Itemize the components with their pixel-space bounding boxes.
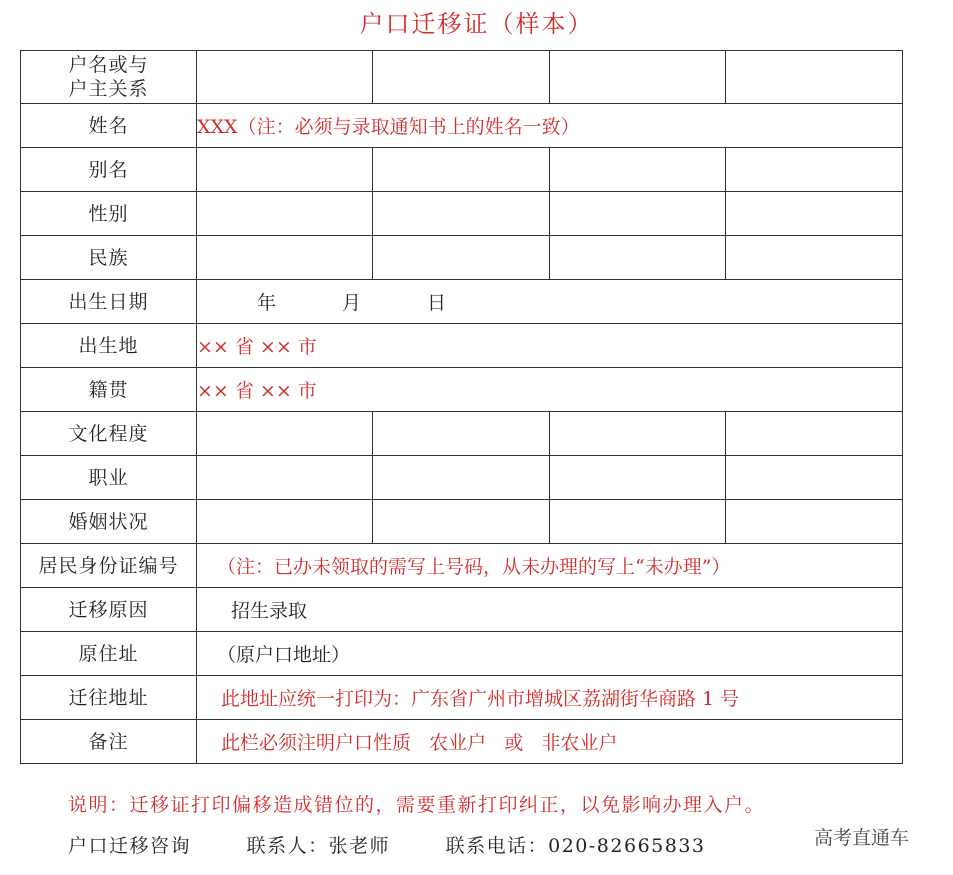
marital-label: 婚姻状况: [21, 500, 197, 544]
occupation-cell-2: [373, 456, 550, 500]
birth-month: 月: [342, 292, 362, 314]
birth-day: 日: [427, 292, 447, 314]
contact-person: 联系人：张老师: [246, 835, 391, 857]
relation-label-line2: 户主关系: [68, 78, 149, 100]
marital-cell-4: [726, 500, 903, 544]
table-row: [21, 632, 903, 676]
name-label: 姓名: [21, 104, 197, 148]
birthplace-value: ×× 省 ×× 市: [197, 324, 903, 368]
birth-date-value: [197, 280, 903, 324]
gender-cell-3: [550, 192, 726, 236]
relation-cell-4: [726, 51, 903, 104]
table-row: [21, 324, 903, 368]
marital-cell-2: [373, 500, 550, 544]
ethnicity-cell-2: [373, 236, 550, 280]
relation-cell-3: [550, 51, 726, 104]
new-address-label: 迁往地址: [21, 676, 197, 720]
alias-cell-4: [726, 148, 903, 192]
watermark: 高考直通车: [814, 827, 910, 849]
reason-value: 招生录取: [197, 588, 903, 632]
marital-cell-3: [550, 500, 726, 544]
consult-text: 户口迁移咨询: [68, 835, 192, 857]
relation-cell-1: [197, 51, 373, 104]
table-row: [21, 500, 903, 544]
occupation-cell-1: [197, 456, 373, 500]
table-row: [21, 148, 903, 192]
former-address-label: 原住址: [21, 632, 197, 676]
gender-cell-2: [373, 192, 550, 236]
education-cell-3: [550, 412, 726, 456]
name-value: XXX（注：必须与录取通知书上的姓名一致）: [197, 104, 903, 148]
table-row: [21, 280, 903, 324]
alias-label: 别名: [21, 148, 197, 192]
gender-cell-4: [726, 192, 903, 236]
reason-label: 迁移原因: [21, 588, 197, 632]
table-row: [21, 676, 903, 720]
table-row: [21, 368, 903, 412]
education-label: 文化程度: [21, 412, 197, 456]
contact-line: [68, 831, 754, 858]
ethnicity-cell-3: [550, 236, 726, 280]
former-address-value: （原户口地址）: [197, 632, 903, 676]
relation-label: [21, 51, 197, 104]
page-title: 户口迁移证（样本）: [359, 10, 594, 38]
native-place-label: 籍贯: [21, 368, 197, 412]
id-number-label: 居民身份证编号: [21, 544, 197, 588]
ethnicity-cell-1: [197, 236, 373, 280]
native-place-value: ×× 省 ×× 市: [197, 368, 903, 412]
education-cell-4: [726, 412, 903, 456]
occupation-cell-4: [726, 456, 903, 500]
education-cell-2: [373, 412, 550, 456]
footnote: 说明：迁移证打印偏移造成错位的，需要重新打印纠正，以免影响办理入户。: [68, 794, 766, 816]
birth-date-label: 出生日期: [21, 280, 197, 324]
table-row: [21, 412, 903, 456]
table-row: [21, 544, 903, 588]
occupation-label: 职业: [21, 456, 197, 500]
birth-year: 年: [257, 292, 277, 314]
new-address-value: 此地址应统一打印为：广东省广州市增城区荔湖街华商路 1 号: [197, 676, 903, 720]
migration-form-table: [20, 50, 903, 764]
occupation-cell-3: [550, 456, 726, 500]
remarks-label: 备注: [21, 720, 197, 764]
alias-cell-1: [197, 148, 373, 192]
table-row: [21, 456, 903, 500]
education-cell-1: [197, 412, 373, 456]
gender-label: 性别: [21, 192, 197, 236]
table-row: [21, 51, 903, 104]
marital-cell-1: [197, 500, 373, 544]
ethnicity-label: 民族: [21, 236, 197, 280]
alias-cell-2: [373, 148, 550, 192]
contact-phone: 联系电话：020-82665833: [445, 835, 706, 857]
id-number-value: （注：已办未领取的需写上号码，从未办理的写上“未办理”）: [197, 544, 903, 588]
table-row: [21, 236, 903, 280]
table-row: [21, 192, 903, 236]
gender-cell-1: [197, 192, 373, 236]
relation-cell-2: [373, 51, 550, 104]
remarks-value: 此栏必须注明户口性质 农业户 或 非农业户: [197, 720, 903, 764]
ethnicity-cell-4: [726, 236, 903, 280]
alias-cell-3: [550, 148, 726, 192]
birthplace-label: 出生地: [21, 324, 197, 368]
relation-label-line1: 户名或与: [68, 54, 149, 76]
table-row: [21, 720, 903, 764]
table-row: [21, 104, 903, 148]
table-row: [21, 588, 903, 632]
